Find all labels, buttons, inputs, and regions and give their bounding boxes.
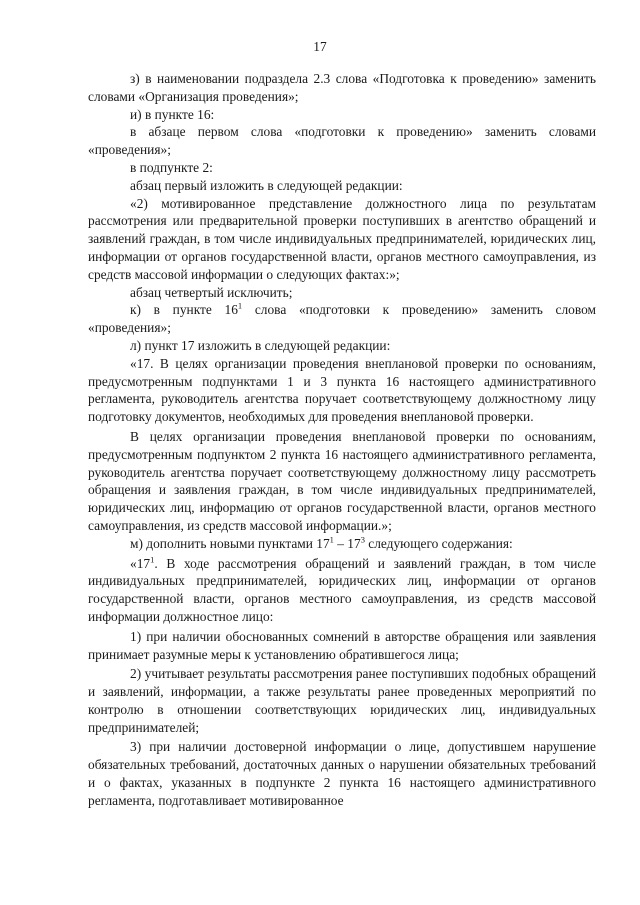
superscript-index: 1: [237, 300, 243, 311]
paragraph-item-2: 2) учитывает результаты рассмотрения ранее поступивших подобных обращений и заявлений, информации, а также результаты ранее проведенных мероприятий по контролю в отношении соответствующих юридических лиц, индивидуальных предпринимателей;: [88, 666, 596, 735]
superscript-index: 1: [150, 554, 155, 565]
paragraph-abzac-first-new-edition: абзац первый изложить в следующей редакции:: [130, 177, 403, 193]
paragraph-quote-2: «2) мотивированное представление должностного лица по результатам рассмотрения или предварительной проверки поступивших в агентство обращений и заявлений граждан, в том числе индивидуальных предпринимателей, юридических лиц, информации от органов государственной власти, органов местного самоуправления, из средств массовой информации о следующих фактах:»;: [88, 195, 596, 282]
paragraph-quote-17-1: «$17^1$. В ходе рассмотрения обращений и заявлений граждан, в том числе индивидуальных предпринимателей, юридических лиц, информации от органов государственной власти, органов местного самоуправления, из средств массовой информации должностное лицо:: [88, 554, 596, 624]
paragraph-k: к) в пункте $16^1$ слова «подготовки к проведению» заменить словом «проведения»;: [88, 300, 596, 336]
paragraph-z: з) в наименовании подраздела 2.3 слова «Подготовка к проведению» заменить словами «Организация проведения»;: [88, 71, 596, 104]
paragraph-m: м) дополнить новыми пунктами $17^1 - 17^3$ следующего содержания:: [130, 534, 513, 551]
paragraph-item-1: 1) при наличии обоснованных сомнений в авторстве обращения или заявления принимает разумные меры к установлению обратившегося лица;: [88, 628, 596, 662]
paragraph-item-3: 3) при наличии достоверной информации о лице, допустившем нарушение обязательных требований, достаточных данных о нарушении обязательных требований и о фактах, указанных в подпункте 2 пункта 16 настоящего административного регламента, подготавливает мотивированное: [88, 739, 596, 808]
paragraph-i: и) в пункте 16:: [130, 106, 215, 122]
paragraph-quote-17: «17. В целях организации проведения внеплановой проверки по основаниям, предусмотренным подпунктами 1 и 3 пункта 16 настоящего административного регламента, руководитель агентства поручает соответствующему должностному лицу подготовку документов, необходимых для проведения внеплановой проверки.: [88, 355, 596, 425]
paragraph-17-second: В целях организации проведения внеплановой проверки по основаниям, предусмотренным подпунктом 2 пункта 16 настоящего административного регламента, руководитель агентства поручает соответствующему должностному лицу рассмотреть обращения и заявления граждан, в том числе индивидуальных предпринимателей, юридических лиц, информацию от органов государственной власти, органов местного самоуправления, из средств массовой информации.»;: [88, 428, 596, 533]
document-body: [88, 70, 596, 810]
paragraph-l: л) пункт 17 изложить в следующей редакции:: [130, 337, 391, 353]
paragraph-abzac-fourth-exclude: абзац четвертый исключить;: [130, 284, 293, 300]
paragraph-first-abzac-change: в абзаце первом слова «подготовки к проведению» заменить словами «проведения»;: [88, 124, 596, 158]
superscript-index: 1: [329, 534, 334, 545]
page-number: 17: [313, 39, 327, 54]
paragraph-subpoint-2: в подпункте 2:: [130, 159, 213, 175]
superscript-index: 3: [360, 534, 365, 545]
